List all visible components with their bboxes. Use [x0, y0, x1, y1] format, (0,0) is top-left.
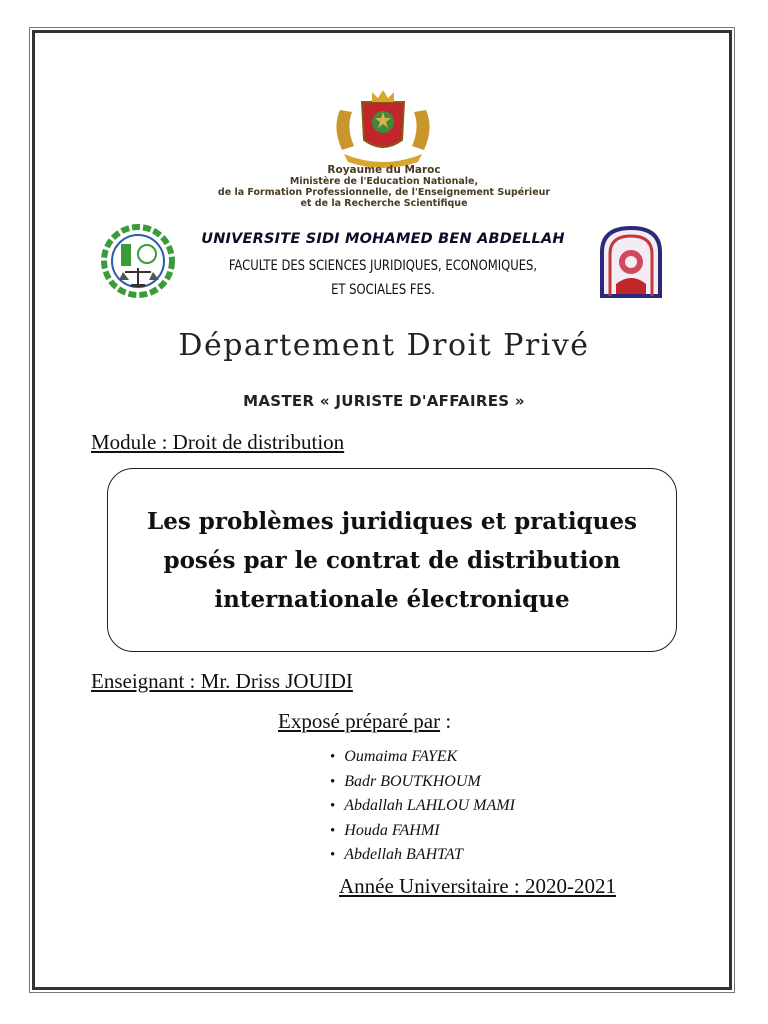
members-list	[330, 745, 515, 868]
module-name: Module : Droit de distribution	[91, 430, 345, 454]
list-item: • Abdellah BAHTAT	[330, 843, 515, 868]
prepared-by-heading	[278, 709, 451, 734]
ministry-line: et de la Recherche Scientifique	[300, 198, 468, 209]
list-item: • Houda FAHMI	[330, 819, 515, 844]
teacher-name: Enseignant : Mr. Driss JOUIDI	[91, 669, 353, 693]
university-name: UNIVERSITE SIDI MOHAMED BEN ABDELLAH	[201, 231, 565, 247]
master-program: MASTER « JURISTE D'AFFAIRES »	[243, 392, 525, 410]
prepared-by-label: Exposé préparé par	[278, 709, 441, 733]
kingdom-name: Royaume du Maroc	[327, 164, 441, 176]
prepared-by-colon: :	[440, 709, 452, 733]
ministry-header	[184, 165, 584, 209]
ministry-line: de la Formation Professionnelle, de l'Enseignement Supérieur	[217, 187, 551, 198]
list-item: • Abdallah LAHLOU MAMI	[330, 794, 515, 819]
academic-year: Année Universitaire : 2020-2021	[339, 874, 617, 898]
faculty-line: FACULTE DES SCIENCES JURIDIQUES, ECONOMIQUES,	[228, 258, 538, 274]
royal-coat-of-arms-icon	[322, 88, 444, 168]
list-item: • Oumaima FAYEK	[330, 745, 515, 770]
presentation-title: Les problèmes juridiques et pratiques posés par le contrat de distribution internationale électronique	[147, 507, 637, 613]
university-logo-icon	[596, 224, 666, 300]
faculty-name	[178, 254, 588, 302]
title-box	[107, 468, 677, 652]
list-item: • Badr BOUTKHOUM	[330, 770, 515, 795]
ministry-line: Ministère de l'Education Nationale,	[289, 176, 479, 187]
department-title: Département Droit Privé	[178, 328, 590, 363]
faculty-line: ET SOCIALES FES.	[331, 282, 435, 298]
